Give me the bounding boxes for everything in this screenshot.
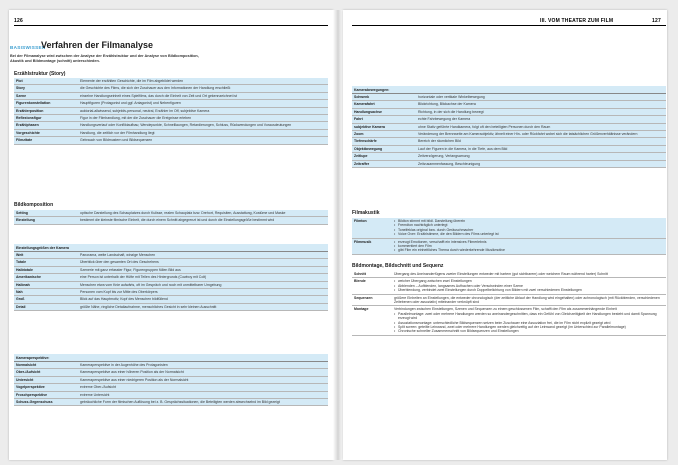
row-term: Tiefenschärfe [352, 138, 416, 145]
definition-text: Handlungsverlauf oder Konfliktaufbau; Wendepunkte, Schnelllaungen, Retardierungen, Schluss, Rückwendungen und Vorausdeutungen [80, 123, 292, 128]
row-definition [78, 274, 328, 281]
table-row [352, 294, 666, 306]
table-row [14, 129, 328, 136]
row-definition [416, 116, 666, 123]
row-term: Figurenkonstellation [14, 100, 78, 107]
row-term: Vogelperspektive [14, 384, 78, 391]
table-subheading: Einstellungsgrößen der Kamera [14, 244, 328, 251]
definition-text: extreme Ober-/Aufsicht [80, 385, 116, 390]
table-row [14, 251, 328, 258]
story-table [14, 78, 328, 145]
row-definition [78, 391, 328, 398]
row-definition [392, 306, 666, 335]
definition-text: Panorama, weite Landschaft, winzige Menschen [80, 252, 156, 257]
definition-text: Verbindungen zwischen Einstellungen, Szenen und Sequenzen zu einem geschlossenen Film, schafft den Film als zusammenhängende Einheit [394, 307, 617, 312]
table-row [14, 274, 328, 281]
table-row [352, 108, 666, 115]
row-definition [416, 138, 666, 145]
table-row [352, 116, 666, 123]
table-row [14, 384, 328, 391]
definition-text: eine Person ist unterhalb der Hüfte mit Teilen des Hintergrunds (Cowboy mit Colt) [80, 275, 207, 280]
row-term: Froschperspektive [14, 391, 78, 398]
row-definition [392, 238, 666, 254]
row-term: Weit [14, 251, 78, 258]
row-term: Kamerafahrt [352, 101, 416, 108]
definition-text: Blick auf das Hauptmotiv, Kopf des Menschen bildfüllend [80, 297, 168, 302]
table-row [352, 218, 666, 238]
definition-text: größte Nähe, ringliche Detailaufnahme, menschliches Gesicht in sehr kleinen Ausschnitt [80, 304, 217, 309]
table-row [352, 123, 666, 130]
table-subheading: Kameraperspektive: [14, 354, 328, 361]
row-definition [78, 107, 328, 114]
row-term: Objektbewegung [352, 145, 416, 152]
table-row [14, 391, 328, 398]
row-definition [78, 266, 328, 273]
row-definition [78, 251, 328, 258]
row-definition [416, 108, 666, 115]
table-row [352, 306, 666, 335]
row-term: Halbnah [14, 281, 78, 288]
left-page-number: 126 [14, 18, 23, 24]
book-gutter [333, 10, 343, 460]
table-row [14, 210, 328, 217]
row-term: Filmmusik [352, 238, 392, 254]
row-definition [416, 160, 666, 167]
bullet-item: • gibt Film ein einheitliches Thema durch wiederkehrende Musikmotive [394, 248, 664, 252]
row-term: Groß [14, 296, 78, 303]
row-definition [78, 217, 328, 224]
table-row [352, 160, 666, 167]
definition-text: auktorial-allwissend, subjektiv-personal, neutral, Erzähler im Off, subjektive Kamera [80, 108, 210, 113]
right-page-number: 127 [652, 18, 661, 24]
definition-text: Hauptfiguren (Protagonist und ggf. Antagonist) und Nebenfiguren [80, 101, 181, 106]
definition-text: größere Einheiten an Einstellungen, die entweder chronologisch (der zeitliche Ablauf der Handlung wird eingehalten) oder achronologisch (mit Rückblenden, verschiedenen Zeitebenen oder assoziativ) miteinander verknüpft sind [394, 295, 660, 305]
bullet-item: • Abblenden – Aufblenden, langsames Aufhachen oder Verschwinden einer Szene [394, 284, 664, 288]
table-row [352, 130, 666, 137]
definition-text: Übergang des Aneinanderfügens zweier Einstellungen entweder mit hartem (gut sichtbarem) oder weichem Raum während harter) Schnitt [394, 272, 608, 276]
definition-text: Szenerie mit ganz erfasster Figur, Figurengruppen füllen Bild aus [80, 267, 181, 272]
row-term: Detail [14, 303, 78, 310]
composition-table [14, 210, 328, 225]
row-definition [78, 137, 328, 144]
row-term: Zeitraffer [352, 160, 416, 167]
row-term: Ober-/Aufsicht [14, 369, 78, 376]
row-term: Zeitlupe [352, 153, 416, 160]
row-term: Handlungsachse [352, 108, 416, 115]
definition-text: optische Darstellung des Schauplatzes durch Kulisse, realen Schauplatz bzw. Drehort, Requisiten, Ausstattung, Kostüme und Maske [80, 211, 286, 215]
row-term: Blende [352, 278, 392, 294]
table-row [14, 296, 328, 303]
definition-text: Veränderung der Brennweite am Kameraobjektiv, ähnelt einer Hin- oder Rückfahrt wobei sich die tatsächlichen Größenverhältnisse verändern [418, 131, 638, 136]
composition-heading: Bildkomposition [14, 202, 54, 208]
table-row [14, 369, 328, 376]
acoustics-table [352, 218, 666, 255]
definition-text: Figur in der Filmhandlung, mit der die Zuschauer die Ereignisse erleben [80, 116, 192, 121]
definition-text: Handlung, die zeitlich vor der Filmhandlung liegt [80, 130, 155, 135]
definition-text: Überblick über den gesamten Ort des Geschehens [80, 260, 159, 265]
table-row [14, 288, 328, 295]
definition-text: ohne Stativ geführte Handkamera, folgt oft den beteiligten Personen durch den Raum [418, 124, 551, 129]
row-term: Sequenzen [352, 294, 392, 306]
bullet-list [394, 312, 664, 334]
definition-text: die Geschichte des Films, die sich der Zuschauer aus den Informationen der Handlung erschließt [80, 86, 231, 91]
row-term: Reflexionsfigur [14, 115, 78, 122]
row-term: Fahrt [352, 116, 416, 123]
definition-text: horizontale oder vertikale Winkelbewegung [418, 94, 485, 99]
row-term: subjektive Kamera [352, 123, 416, 130]
row-term: Normalsicht [14, 361, 78, 368]
row-term: Schuss-Gegenschuss [14, 398, 78, 405]
definition-text: Personen vom Kopf bis zur Mitte des Oberkörpers [80, 289, 158, 294]
table-row [352, 278, 666, 294]
definition-text: Bereich der räumlichen Bild [418, 139, 461, 144]
page-title: Verfahren der Filmanalyse [41, 40, 154, 50]
table-row [14, 78, 328, 85]
table-row [352, 271, 666, 278]
bullet-item: • Chronische schneller Zusammenschnitt von Bildsequenzen und Einstellungen [394, 329, 664, 333]
table-row [14, 259, 328, 266]
table-row [352, 145, 666, 152]
right-header: III. VOM THEATER ZUM FILM [540, 18, 614, 24]
table-row [14, 281, 328, 288]
definition-text: Blickrichtung, Blickachse der Kamera [418, 102, 476, 107]
row-definition [392, 294, 666, 306]
bullet-item: • Assoziationsmontage: unterschiedliche Bildsequenzen setzen beim Zuschauer eine Assoziation frei, die im Film nicht explizit gezeigt wird [394, 321, 664, 325]
definition-text: Kameraperspektive aus einer niedrigeren Position als der Normalsicht [80, 377, 189, 382]
definition-text: Kameraperspektive in der Augenhöhe des Protagonisten [80, 362, 168, 367]
row-definition [416, 123, 666, 130]
row-term: Filmton [352, 218, 392, 238]
table-row [14, 100, 328, 107]
row-term: Erzählerposition [14, 107, 78, 114]
table-row [14, 361, 328, 368]
table-subheading-row [352, 86, 666, 93]
definition-text: einzelne Handlungseinheit eines Spielfilms, das durch die Einheit von Zeit und Ort gekennzeichnet ist [80, 93, 238, 98]
bullet-item: • Überblendung, verbindet zwei Einstellungen durch Doppelbelichtung von Bildern mit zwei verschiedenen Einstellungen [394, 288, 664, 292]
row-definition [78, 369, 328, 376]
bullet-item: • Split screen: geteilte Leinwand, zwei oder mehrere Handlungen werden gleichzeitig auf der Leinwand gezeigt (im Unterschied zur Parallelmontage) [394, 325, 664, 329]
bullet-item: • Voice Over: Erzählstimme, die den Bildern des Films unterlegt ist [394, 232, 664, 236]
table-row [14, 107, 328, 114]
table-row [14, 266, 328, 273]
row-definition [78, 303, 328, 310]
bullet-item: • kommentiert den Film [394, 244, 664, 248]
row-definition [416, 153, 666, 160]
table-row [352, 138, 666, 145]
row-definition [78, 296, 328, 303]
table-row [14, 217, 328, 224]
bullet-item: • Bildton stimmt mit bildl. Darstellung überein [394, 219, 664, 223]
definition-text: Elemente der erzählten Geschichte, die im Film abgebildet werden [80, 79, 184, 83]
row-definition [78, 210, 328, 217]
row-definition [392, 278, 666, 294]
definition-text: Kameraperspektive aus einer höheren Position als der Normalsicht [80, 370, 184, 375]
left-header-rule [14, 25, 328, 26]
row-definition [78, 361, 328, 368]
row-definition [78, 78, 328, 85]
row-definition [416, 101, 666, 108]
table-subheading: Kamerabewegungen: [352, 86, 666, 93]
acoustics-heading: Filmakustik [352, 210, 380, 216]
table-row [14, 115, 328, 122]
row-definition [392, 218, 666, 238]
row-term: Halbtotale [14, 266, 78, 273]
table-row [352, 238, 666, 254]
table-row [352, 153, 666, 160]
definition-text: extreme Untersicht [80, 392, 110, 397]
row-term: Story [14, 85, 78, 92]
table-row [14, 122, 328, 129]
montage-table [352, 271, 666, 336]
row-term: Nah [14, 288, 78, 295]
row-term: Montage [352, 306, 392, 335]
row-term: Erzählphasen [14, 122, 78, 129]
table-row [14, 85, 328, 92]
row-definition [416, 130, 666, 137]
row-definition [392, 271, 666, 278]
row-definition [416, 145, 666, 152]
table-subheading-row [14, 244, 328, 251]
row-term: Totale [14, 259, 78, 266]
bullet-item: • Parallelmontage: zwei oder mehrere Handlungen werden so aneinandergeschnitten, dass ein Gefühl von Gleichzeitigkeit der Handlungen besteht und damit Spannung erzeugt wird [394, 312, 664, 321]
definition-text: Zeitverzögerung, Verlangsamung [418, 154, 470, 159]
intro-text: Bei der Filmanalyse wird zwischen der Analyse der Erzählstruktur und der Analyse von Bildkomposition, Akustik und Bildmontage (schnitt) unterschieden. [10, 54, 199, 63]
row-term: Szene [14, 92, 78, 99]
row-definition [78, 129, 328, 136]
table-row [14, 376, 328, 383]
table-row [14, 303, 328, 310]
row-term: Plot [14, 78, 78, 85]
definition-text: Lauf der Figuren in die Kamera, in die Tiefe, aus dem Bild [418, 146, 508, 151]
row-term: Setting [14, 210, 78, 217]
row-definition [78, 92, 328, 99]
perspective-table [14, 354, 328, 406]
row-term: Schwenk [352, 93, 416, 100]
row-definition [78, 398, 328, 405]
row-definition [78, 85, 328, 92]
row-definition [78, 288, 328, 295]
right-header-rule [352, 25, 666, 26]
row-definition [78, 115, 328, 122]
table-row [14, 398, 328, 405]
bullet-list [394, 219, 664, 237]
bullet-item: • Fremdton nachträglich unterlegt [394, 223, 664, 227]
story-heading: Erzählstruktur (Story) [14, 71, 66, 77]
row-definition [78, 376, 328, 383]
bullet-list [394, 240, 664, 253]
montage-heading: Bildmontage, Bildschnitt und Sequenz [352, 263, 444, 269]
section-kicker: BASISWISSEN [10, 45, 46, 50]
definition-text: Gebrauch von Bildmustern und Bildsequenzen [80, 138, 153, 143]
row-definition [78, 384, 328, 391]
table-row [352, 101, 666, 108]
bullet-item: • Tonelfeklas original bzw. durch Geräuschmacher [394, 228, 664, 232]
row-definition [78, 100, 328, 107]
shot-sizes-table [14, 244, 328, 311]
bullet-item: • erzeugt Emotionen, verschafft ein intensives Filmerlebnis [394, 240, 664, 244]
row-term: Zoom [352, 130, 416, 137]
table-row [352, 93, 666, 100]
row-term: Untersicht [14, 376, 78, 383]
camera-moves-table [352, 86, 666, 168]
definition-text: bestimmt die kleinste filmische Einheit, die durch einem Schnitt abgegrenzt ist und durch die Einstellungsgröße bestimmt wird [80, 218, 275, 223]
row-definition [78, 122, 328, 129]
row-term: Schnitt [352, 271, 392, 278]
row-definition [78, 281, 328, 288]
bullet-item: • weicher Übergang zwischen zwei Einstellungen [394, 279, 664, 283]
row-definition [416, 93, 666, 100]
definition-text: echte Fahrbewegung der Kamera [418, 117, 471, 122]
table-subheading-row [14, 354, 328, 361]
definition-text: Menschen etwa vom Knie aufwärts, oft im Gespräch und noch mit unmittelbarer Umgebung [80, 282, 222, 287]
row-term: Vorgeschichte [14, 129, 78, 136]
definition-text: gebräuchliche Form der filmischen Auflösung bei z. B. Gesprächssituationen, die Beteiligten werden abwechselnd im Bild gezeigt [80, 399, 280, 404]
row-term: Einstellung [14, 217, 78, 224]
row-term: Amerikanische [14, 274, 78, 281]
table-row [14, 92, 328, 99]
definition-text: Richtung, in der sich die Handlung bewegt [418, 109, 484, 114]
table-row [14, 137, 328, 144]
definition-text: Zeitzusammenfassung, Beschleunigung [418, 161, 481, 166]
row-term: Filmzitate [14, 137, 78, 144]
bullet-list [394, 279, 664, 292]
row-definition [78, 259, 328, 266]
